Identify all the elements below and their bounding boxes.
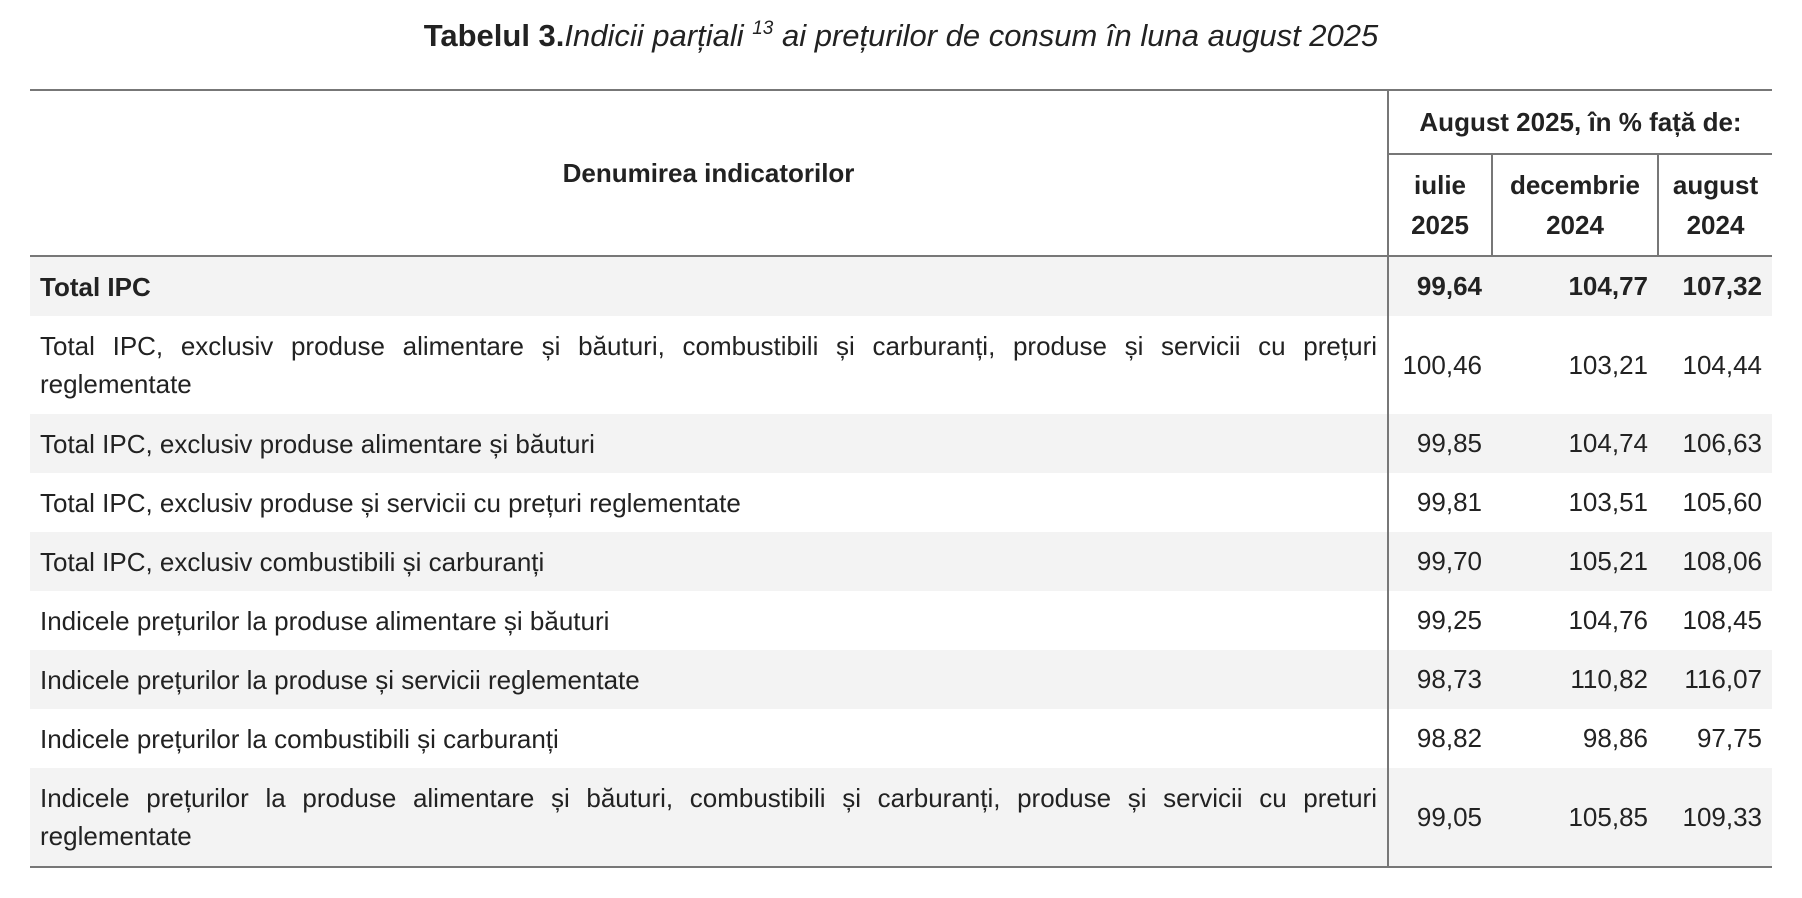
- value-december-2024: 104,74: [1492, 414, 1658, 473]
- value-august-2024: 108,06: [1658, 532, 1772, 591]
- comparison-group-header: August 2025, în % față de:: [1388, 90, 1772, 154]
- indicator-name: Total IPC, exclusiv produse alimentare și băuturi, combustibili și carburanți, produse și servicii cu prețuri reglementate: [30, 316, 1388, 414]
- table-row: [30, 709, 1772, 768]
- value-august-2024: 105,60: [1682, 487, 1763, 517]
- table-row: [30, 532, 1772, 591]
- value-july-2025: 98,82: [1416, 723, 1482, 753]
- title-text-continued: ai prețurilor de consum în luna august 2025: [773, 18, 1379, 53]
- value-july-2025: 100,46: [1402, 349, 1482, 380]
- table-row: [30, 414, 1772, 473]
- value-july-2025: 99,81: [1416, 487, 1482, 517]
- title-text: Indicii parțiali: [564, 18, 744, 53]
- indicator-name: Indicele prețurilor la produse și servicii reglementate: [30, 650, 1388, 709]
- footnote-mark: 13: [752, 18, 774, 39]
- indicator-name: Total IPC, exclusiv produse alimentare și băuturi: [30, 414, 1388, 473]
- value-december-2024: 110,82: [1492, 650, 1658, 709]
- column-header-august-2024: august 2024: [1658, 154, 1772, 256]
- value-august-2024: 97,75: [1696, 723, 1763, 753]
- value-july-2025: 98,73: [1388, 650, 1492, 709]
- table-number: Tabelul 3.: [423, 18, 565, 53]
- value-december-2024: 105,21: [1492, 532, 1658, 591]
- value-august-2024: 107,32: [1658, 256, 1772, 316]
- value-july-2025: 99,05: [1388, 768, 1492, 867]
- table-row: [30, 768, 1772, 867]
- value-august-2024: 109,33: [1658, 768, 1772, 867]
- indicator-name-header: Denumirea indicatorilor: [30, 90, 1388, 256]
- table-row: [30, 591, 1772, 650]
- indicator-name: Total IPC, exclusiv produse și servicii cu prețuri reglementate: [30, 473, 1388, 532]
- value-december-2024: 105,85: [1492, 768, 1658, 867]
- value-december-2024: 98,86: [1582, 723, 1648, 753]
- value-december-2024: 103,51: [1568, 487, 1648, 517]
- table-row: [30, 316, 1772, 414]
- column-header-july-2025: iulie 2025: [1388, 154, 1492, 256]
- column-header-december-2024: decembrie 2024: [1492, 154, 1658, 256]
- indicator-name: Indicele prețurilor la combustibili și carburanți: [30, 709, 1388, 768]
- value-july-2025: 99,25: [1416, 605, 1482, 635]
- table-title: [0, 0, 1802, 56]
- indicator-name: Indicele prețurilor la produse alimentare și băuturi: [30, 591, 1388, 650]
- value-august-2024: 116,07: [1658, 650, 1772, 709]
- value-august-2024: 104,44: [1682, 349, 1763, 380]
- indicator-name: Total IPC: [30, 256, 1388, 316]
- value-july-2025: 99,64: [1388, 256, 1492, 316]
- value-july-2025: 99,85: [1388, 414, 1492, 473]
- value-august-2024: 106,63: [1658, 414, 1772, 473]
- value-july-2025: 99,70: [1388, 532, 1492, 591]
- value-december-2024: 104,76: [1568, 605, 1648, 635]
- table-row: [30, 473, 1772, 532]
- price-index-table: [30, 89, 1772, 868]
- table-row: [30, 256, 1772, 316]
- value-december-2024: 104,77: [1492, 256, 1658, 316]
- table-row: [30, 650, 1772, 709]
- indicator-name: Total IPC, exclusiv combustibili și carburanți: [30, 532, 1388, 591]
- value-december-2024: 103,21: [1568, 349, 1648, 380]
- value-august-2024: 108,45: [1682, 605, 1763, 635]
- indicator-name: Indicele prețurilor la produse alimentare și băuturi, combustibili și carburanți, produse și servicii cu preturi reglementate: [30, 768, 1388, 867]
